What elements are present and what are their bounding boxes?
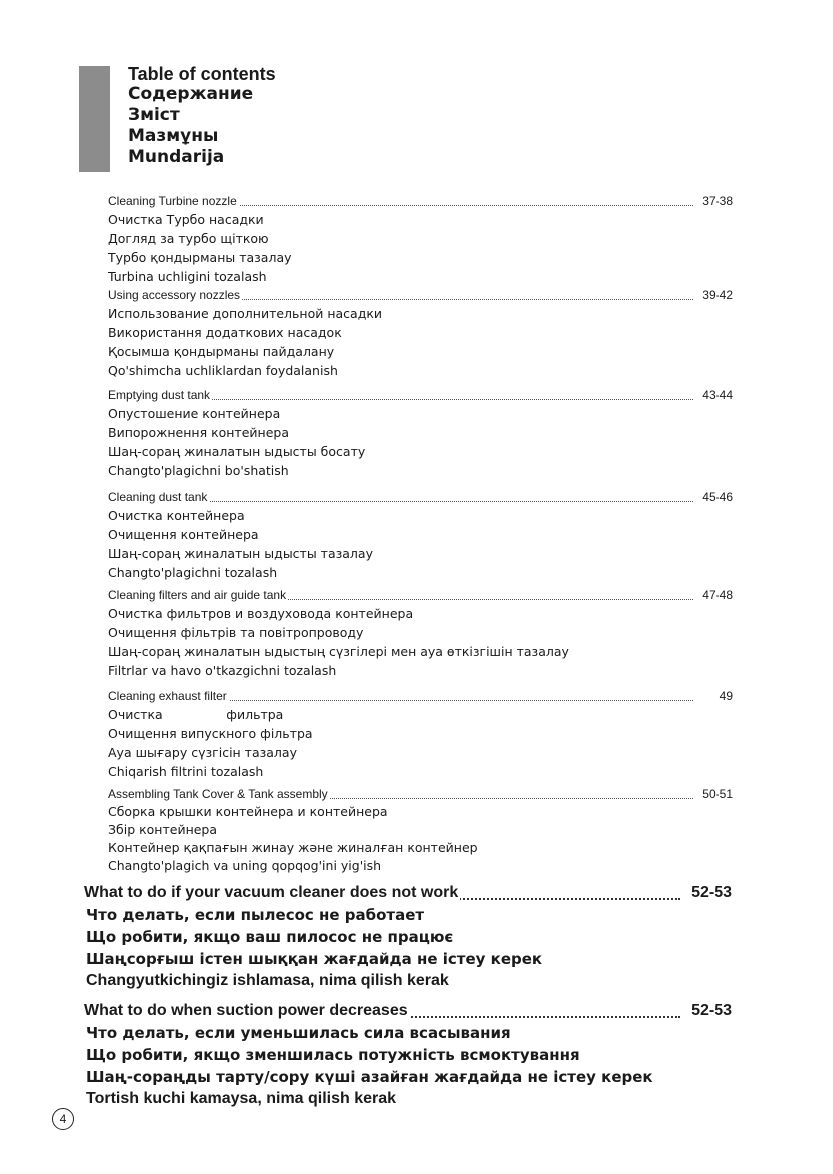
- entry-title-kk: Қосымша қондырманы пайдалану: [108, 344, 335, 359]
- header-accent-bar: [79, 66, 110, 172]
- entry-pages: 50-51: [699, 786, 733, 803]
- entry-title-en: Cleaning filters and air guide tank: [108, 588, 287, 602]
- toc-entry-emptying-dust-tank[interactable]: [108, 387, 733, 480]
- toc-entry-heading[interactable]: [108, 587, 733, 604]
- entry-title-uk: Використання додаткових насадок: [108, 325, 342, 340]
- entry-title-en: What to do if your vacuum cleaner does not work: [84, 884, 459, 901]
- entry-title-uz: Changto'plagichni bo'shatish: [108, 463, 289, 478]
- toc-entry-heading[interactable]: [84, 882, 732, 904]
- toc-entry-not-working[interactable]: [84, 882, 732, 992]
- toc-entry-exhaust-filter[interactable]: [108, 688, 733, 781]
- page-number: 4: [52, 1108, 74, 1130]
- entry-title-en: Using accessory nozzles: [108, 288, 241, 302]
- toc-entry-heading[interactable]: [108, 387, 733, 404]
- entry-title-en: Cleaning Turbine nozzle: [108, 194, 237, 208]
- entry-title-en: Cleaning exhaust filter: [108, 689, 227, 703]
- toc-entry-heading[interactable]: [108, 287, 733, 304]
- entry-title-ru: Очистка Турбо насадки: [108, 212, 264, 227]
- entry-pages: 43-44: [699, 387, 733, 404]
- entry-title-kk: Шаң-сораң жиналатын ыдыстың сүзгілері мен ауа өткізгішін тазалау: [108, 644, 569, 659]
- entry-title-ru: Опустошение контейнера: [108, 406, 281, 421]
- toc-entry-accessory-nozzles[interactable]: [108, 287, 733, 380]
- toc-entry-heading[interactable]: [108, 489, 733, 506]
- entry-title-uz: Changto'plagichni tozalash: [108, 565, 278, 580]
- entry-pages: 52-53: [688, 1000, 732, 1022]
- entry-title-uk: Що робити, якщо ваш пилосос не працює: [86, 928, 454, 946]
- toc-entry-suction-decreases[interactable]: [84, 1000, 732, 1110]
- entry-pages: 49: [717, 688, 733, 705]
- entry-title-en: Assembling Tank Cover & Tank assembly: [108, 787, 328, 801]
- entry-pages: 39-42: [699, 287, 733, 304]
- entry-title-en: Emptying dust tank: [108, 388, 211, 402]
- entry-title-uk: Що робити, якщо зменшилась потужність всмоктування: [86, 1046, 580, 1064]
- entry-title-kk: Контейнер қақпағын жинау және жиналған контейнер: [108, 840, 478, 855]
- toc-entry-assembling-tank[interactable]: [108, 786, 733, 875]
- entry-title-uz: Changto'plagich va uning qopqog'ini yig'ish: [108, 858, 382, 873]
- entry-title-uz: Changyutkichingiz ishlamasa, nima qilish kerak: [86, 972, 449, 989]
- entry-title-uk: Догляд за турбо щіткою: [108, 231, 269, 246]
- entry-title-kk: Турбо қондырманы тазалау: [108, 250, 292, 265]
- toc-entry-heading[interactable]: [108, 688, 733, 705]
- toc-entry-cleaning-filters[interactable]: [108, 587, 733, 680]
- title-uz: Mundarija: [128, 147, 225, 167]
- entry-pages: 37-38: [699, 193, 733, 210]
- entry-title-ru: Что делать, если пылесос не работает: [86, 906, 425, 924]
- entry-title-uk: Збір контейнера: [108, 822, 218, 837]
- entry-title-en: What to do when suction power decreases: [84, 1002, 408, 1019]
- entry-title-ru: Сборка крышки контейнера и контейнера: [108, 804, 388, 819]
- entry-title-uk: Випорожнення контейнера: [108, 425, 289, 440]
- entry-title-ru: Очистка фильтров и воздуховода контейнера: [108, 606, 414, 621]
- entry-title-uk: Очищення контейнера: [108, 527, 259, 542]
- toc-entry-heading[interactable]: [108, 786, 733, 803]
- entry-title-kk: Шаң-сораң жиналатын ыдысты тазалау: [108, 546, 373, 561]
- entry-title-uz: Filtrlar va havo o'tkazgichni tozalash: [108, 663, 337, 678]
- entry-title-uz: Qo'shimcha uchliklardan foydalanish: [108, 363, 338, 378]
- entry-title-uk: Очищення фільтрів та повітропроводу: [108, 625, 364, 640]
- entry-pages: 47-48: [699, 587, 733, 604]
- entry-title-en: Cleaning dust tank: [108, 490, 208, 504]
- toc-entry-heading[interactable]: [84, 1000, 732, 1022]
- entry-title-kk: Шаңсорғыш істен шыққан жағдайда не істеу керек: [86, 950, 543, 968]
- title-uk: Зміст: [128, 105, 180, 125]
- entry-pages: 52-53: [688, 882, 732, 904]
- entry-title-uz: Chiqarish filtrini tozalash: [108, 764, 264, 779]
- entry-title-uk: Очищення випускного фільтра: [108, 726, 313, 741]
- entry-title-kk: Ауа шығару сүзгісін тазалау: [108, 745, 297, 760]
- toc-entry-turbine-nozzle[interactable]: [108, 193, 733, 286]
- entry-title-ru: Использование дополнительной насадки: [108, 306, 383, 321]
- entry-title-uz: Turbina uchligini tozalash: [108, 269, 267, 284]
- entry-title-kk: Шаң-сораңды тарту/сору күші азайған жағдайда не істеу керек: [86, 1068, 653, 1086]
- title-en: Table of contents: [128, 64, 276, 84]
- entry-title-kk: Шаң-сораң жиналатын ыдысты босату: [108, 444, 366, 459]
- entry-pages: 45-46: [699, 489, 733, 506]
- entry-title-uz: Tortish kuchi kamaysa, nima qilish kerak: [86, 1090, 397, 1107]
- toc-header: [128, 64, 276, 168]
- entry-title-ru: Очистка контейнера: [108, 508, 245, 523]
- toc-entry-heading[interactable]: [108, 193, 733, 210]
- title-ru: Содержание: [128, 84, 254, 104]
- title-kk: Мазмұны: [128, 126, 219, 146]
- entry-title-ru: Что делать, если уменьшилась сила всасывания: [86, 1024, 511, 1042]
- entry-title-ru: Очистка фильтра: [108, 707, 284, 722]
- toc-entry-cleaning-dust-tank[interactable]: [108, 489, 733, 582]
